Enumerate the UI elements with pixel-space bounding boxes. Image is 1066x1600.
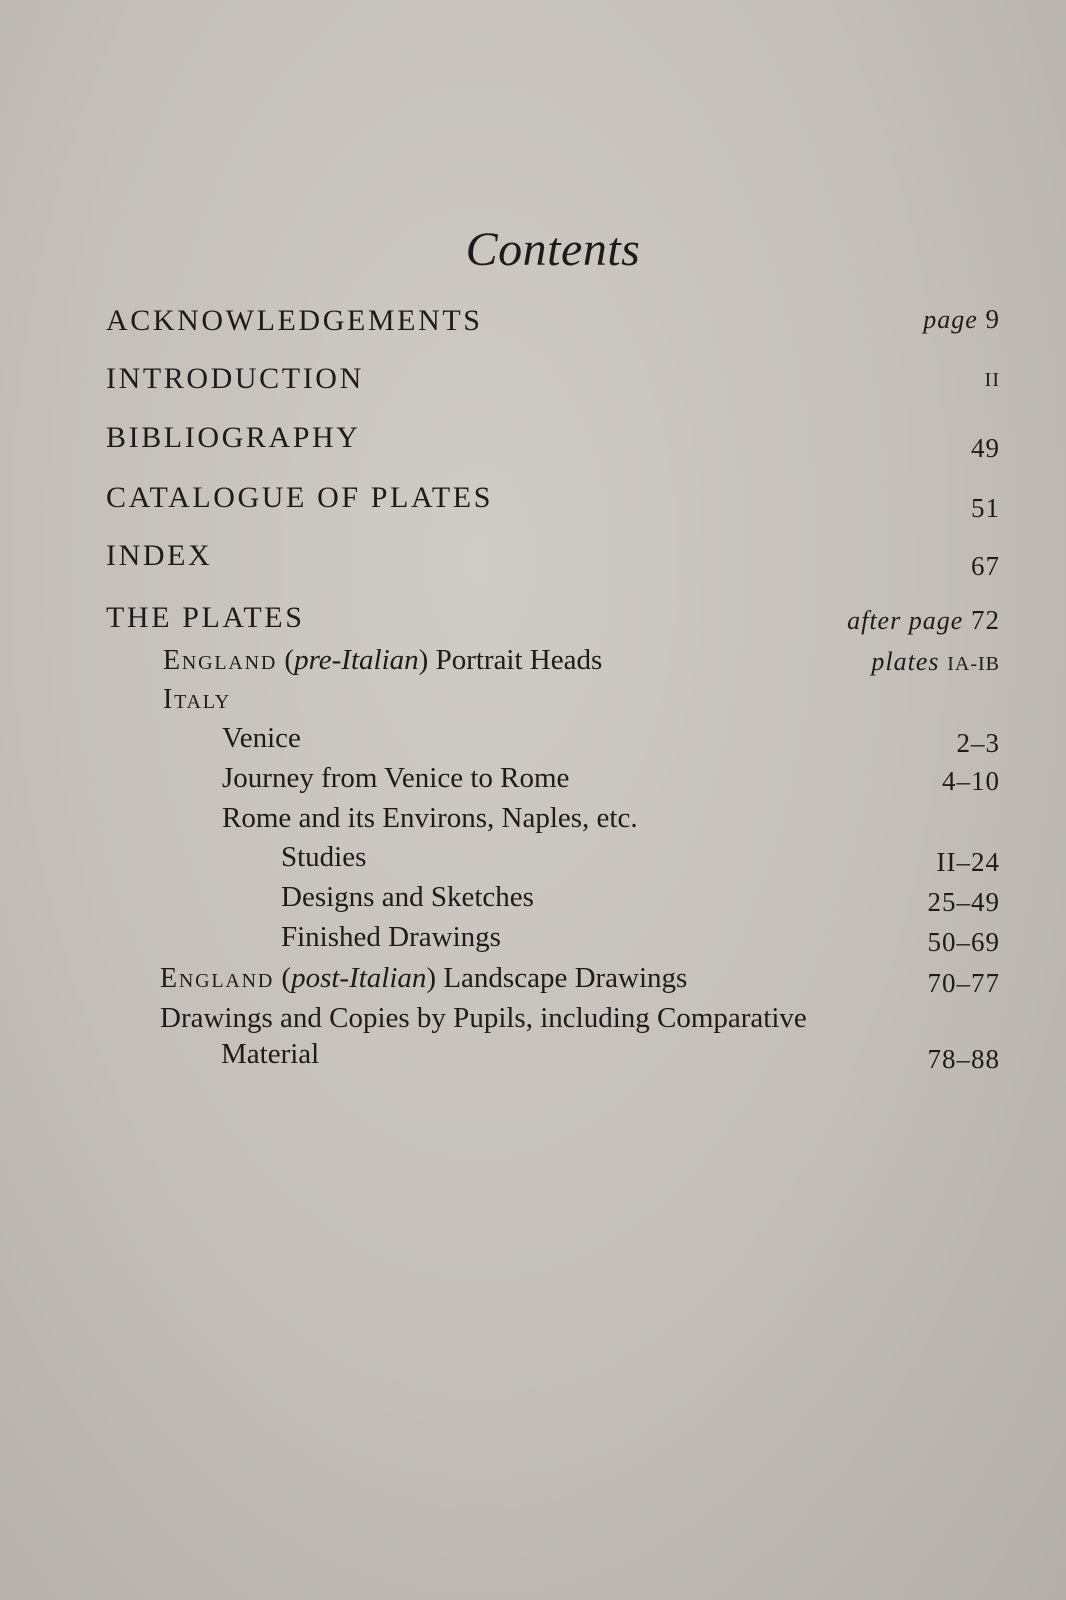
toc-entry-england-pre-italian	[0, 646, 1066, 686]
toc-label	[163, 646, 602, 675]
page-number: 67	[971, 551, 1000, 581]
country-name: England	[160, 963, 275, 994]
toc-label: Italy	[163, 684, 232, 715]
paren-open: (	[274, 962, 292, 994]
page-number: 78–88	[927, 1044, 1000, 1074]
toc-label: BIBLIOGRAPHY	[106, 421, 361, 454]
page-number: 25–49	[927, 887, 1000, 917]
page-number: 2–3	[956, 728, 1000, 758]
toc-page	[923, 306, 1000, 333]
country-name: England	[163, 645, 278, 676]
page-number: 50–69	[927, 927, 1000, 957]
subject: Landscape Drawings	[443, 962, 688, 994]
toc-entry-designs	[0, 883, 1066, 923]
toc-label: CATALOGUE OF PLATES	[106, 481, 494, 514]
toc-label: INDEX	[106, 539, 213, 572]
toc-label: Drawings and Copies by Pupils, including Comparative	[160, 1002, 807, 1034]
toc-label	[160, 964, 687, 993]
toc-entry-italy	[0, 686, 1066, 726]
page-number: 70–77	[927, 968, 1000, 998]
page-number: 9	[985, 304, 1000, 334]
period-italic: post-Italian	[291, 962, 427, 994]
toc-label-continuation: Material	[221, 1038, 320, 1070]
page-number: 72	[971, 605, 1000, 635]
toc-entry-studies	[0, 843, 1066, 883]
page-number: IA-IB	[947, 653, 1000, 675]
page-prefix: after page	[847, 606, 964, 635]
toc-label: THE PLATES	[106, 601, 305, 634]
toc-entry-journey	[0, 764, 1066, 804]
toc-entry-introduction	[0, 364, 1066, 404]
period-italic: pre-Italian	[294, 644, 419, 676]
toc-label: Studies	[281, 841, 367, 873]
toc-entry-acknowledgements	[0, 306, 1066, 346]
paren-open: (	[277, 644, 295, 676]
paren-close: )	[426, 962, 444, 994]
toc-label: Venice	[222, 722, 301, 754]
paren-close: )	[418, 644, 436, 676]
toc-entry-pupils	[0, 1004, 1066, 1084]
toc-entry-venice	[0, 724, 1066, 764]
subject: Portrait Heads	[435, 644, 603, 676]
toc-entry-bibliography	[0, 423, 1066, 463]
page-prefix: page	[923, 305, 978, 334]
toc-label: ACKNOWLEDGEMENTS	[106, 304, 483, 337]
toc-entry-plates	[0, 603, 1066, 643]
toc-entry-rome	[0, 804, 1066, 844]
toc-label: Designs and Sketches	[281, 881, 534, 913]
toc-label: Rome and its Environs, Naples, etc.	[222, 802, 638, 834]
toc-entry-england-post-italian	[0, 964, 1066, 1004]
page-number: II	[984, 369, 1000, 391]
toc-entry-catalogue	[0, 483, 1066, 523]
toc-entry-finished	[0, 923, 1066, 963]
toc-entry-index	[0, 541, 1066, 581]
page-prefix: plates	[871, 647, 940, 676]
page-number: 49	[971, 433, 1000, 463]
page-number: 4–10	[942, 766, 1000, 796]
toc-label: INTRODUCTION	[106, 362, 364, 395]
page-number: 51	[971, 493, 1000, 523]
toc-label: Journey from Venice to Rome	[222, 762, 570, 794]
page-title: Contents	[465, 223, 641, 276]
toc-page	[847, 607, 1000, 634]
page-number: II–24	[936, 847, 1000, 877]
toc-label: Finished Drawings	[281, 921, 501, 953]
toc-page	[871, 648, 1000, 675]
